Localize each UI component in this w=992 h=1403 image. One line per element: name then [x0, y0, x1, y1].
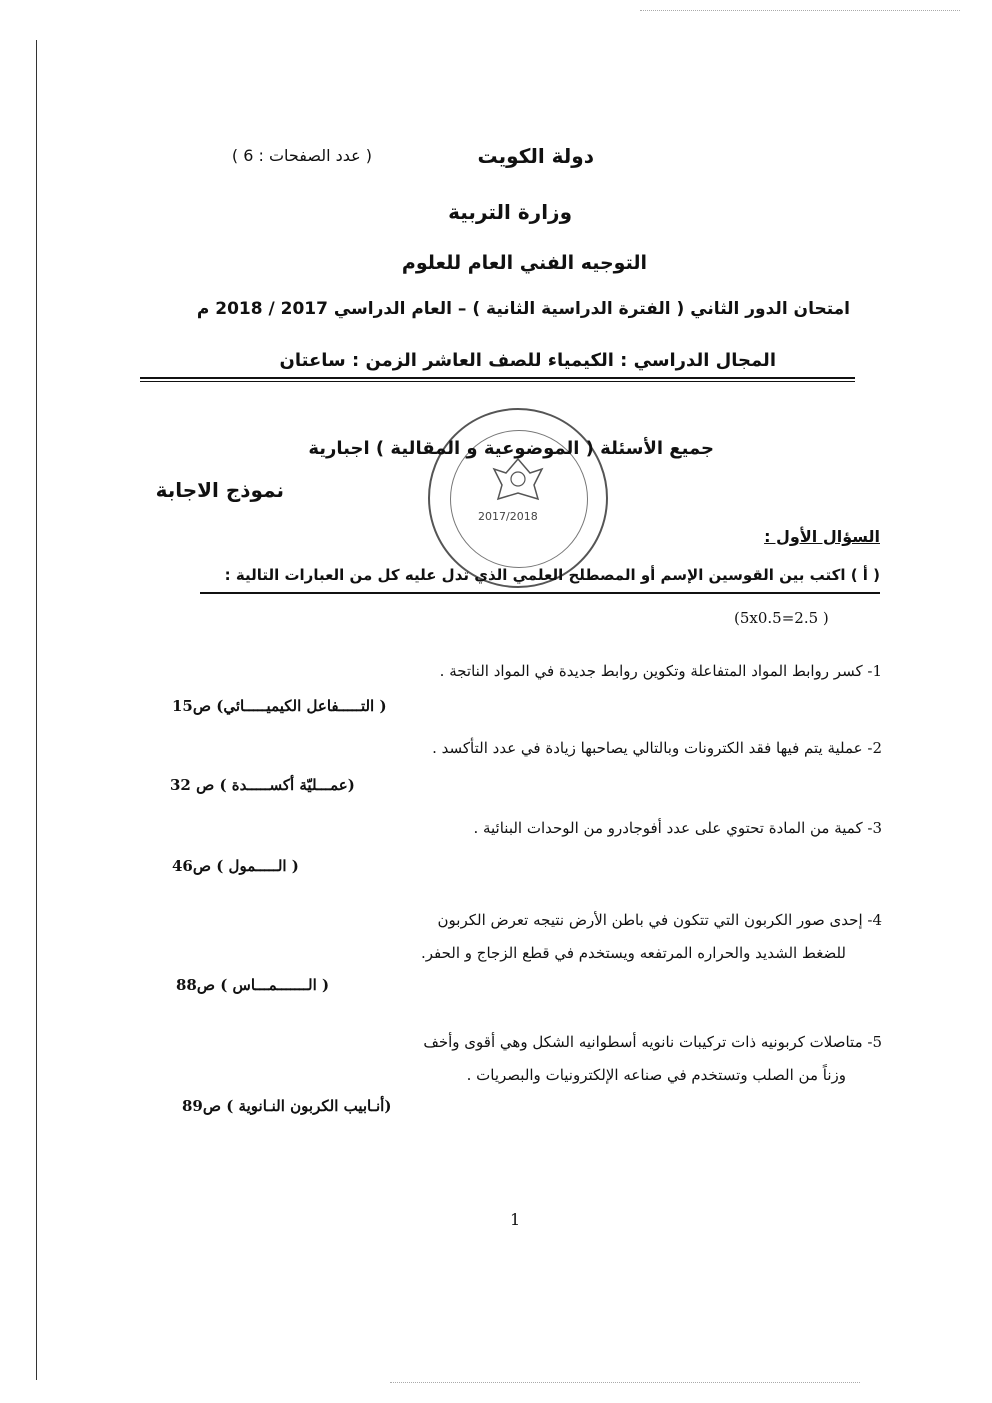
item-2-text: 2- عملية يتم فيها فقد الكترونات وبالتالي يصاحبها زيادة في عدد التأكسد . [432, 739, 882, 757]
ministry-title: وزارة التربية [448, 200, 572, 224]
state-title: دولة الكويت [477, 144, 594, 168]
item-3-answer: ( الـــــمول ) ص46 [172, 857, 299, 875]
header-rule-top [140, 377, 855, 379]
model-answer-title: نموذج الاجابة [155, 478, 284, 502]
question1-part-a: ( أ ) اكتب بين القوسين الإسم أو المصطلح العلمي الذي تدل عليه كل من العبارات التالية : [224, 566, 880, 584]
emblem-icon [490, 455, 546, 505]
item-4-text-2: للضغط الشديد والحراره المرتفعه ويستخدم في قطع الزجاج و الحفر. [420, 944, 846, 962]
item-2-answer: (عمـــليّة أكســـــدة ) ص 32 [170, 776, 355, 794]
instructions-line: جميع الأسئلة ( الموضوعية و المقالية ) اجبارية [308, 438, 714, 459]
bottom-dots [390, 1382, 860, 1384]
item-1-text: 1- كسر روابط المواد المتفاعلة وتكوين روابط جديدة في المواد الناتجة . [439, 662, 882, 680]
exam-title: امتحان الدور الثاني ( الفترة الدراسية الثانية ) – العام الدراسي 2017 / 2018 م [196, 299, 850, 319]
header-rule-bottom [140, 381, 855, 382]
item-5-text: 5- متاصلات كربونيه ذات تركيبات نانويه أسطوانيه الشكل وهي أقوى وأخف [423, 1033, 882, 1051]
item-5-answer: (أنـابيب الكربون النـانوية ) ص89 [182, 1097, 392, 1115]
directorate-title: التوجيه الفني العام للعلوم [401, 252, 647, 274]
stamp-year: 2017/2018 [478, 510, 538, 523]
subject-line: المجال الدراسي : الكيمياء للصف العاشر الزمن : ساعتان [279, 350, 776, 371]
question1-marks: (5x0.5=2.5 ) [734, 609, 829, 627]
item-4-text: 4- إحدى صور الكربون التي تتكون في باطن الأرض نتيجه تعرض الكربون [437, 911, 882, 929]
part-a-underline [200, 592, 880, 594]
pages-count: ( عدد الصفحات : 6 ) [231, 146, 372, 165]
item-1-answer: ( التـــــفاعل الكيميـــــائي) ص15 [172, 697, 387, 715]
question1-title: السؤال الأول : [764, 527, 880, 546]
item-4-answer: ( الـــــــمـــاس ) ص88 [176, 976, 330, 994]
official-stamp [428, 408, 608, 588]
top-dots [640, 10, 960, 12]
page-number: 1 [510, 1210, 521, 1229]
item-3-text: 3- كمية من المادة تحتوي على عدد أفوجادرو من الوحدات البنائية . [473, 819, 882, 837]
item-5-text-2: وزناً من الصلب وتستخدم في صناعه الإلكترونيات والبصريات . [466, 1066, 846, 1084]
margin-line [36, 40, 37, 1380]
